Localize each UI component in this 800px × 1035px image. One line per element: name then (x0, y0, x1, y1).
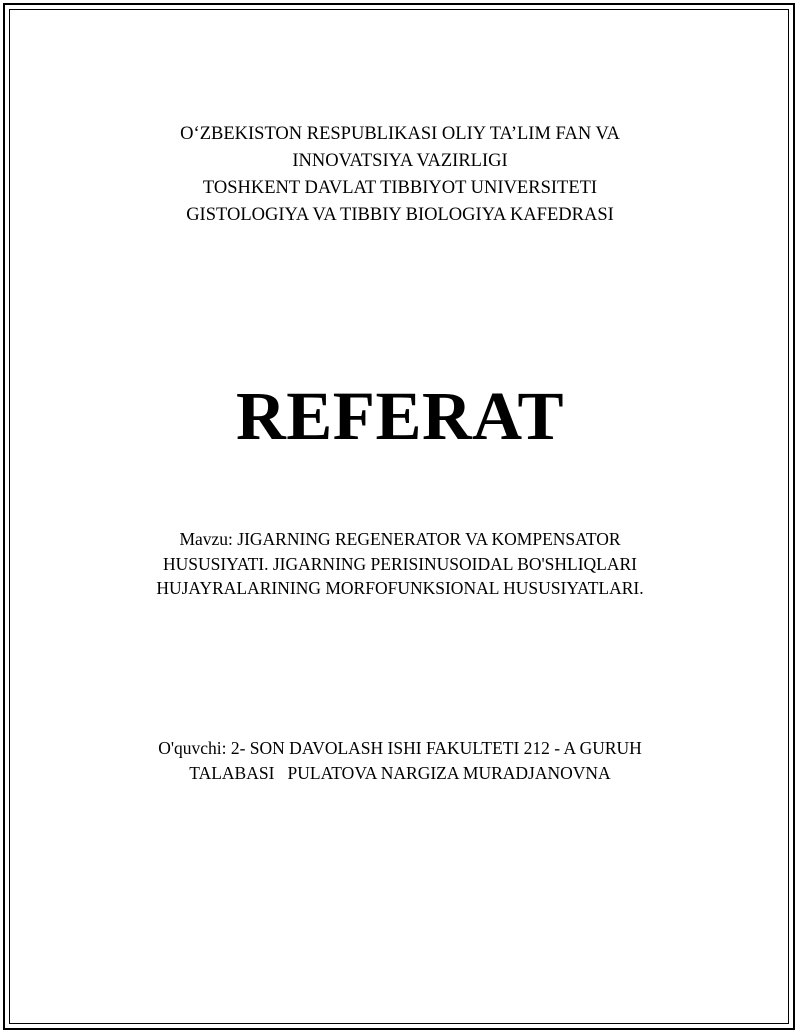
student-section (0, 736, 800, 785)
document-title: REFERAT (235, 378, 565, 454)
header-line: TOSHKENT DAVLAT TIBBIYOT UNIVERSITETI (202, 178, 598, 198)
institution-header (0, 121, 800, 229)
student-line: O'quvchi: 2- SON DAVOLASH ISHI FAKULTETI 212 - A GURUH (158, 738, 642, 758)
topic-line: Mavzu: JIGARNING REGENERATOR VA KOMPENSATOR (179, 529, 621, 549)
topic-line: HUSUSIYATI. JIGARNING PERISINUSOIDAL BO'SHLIQLARI (162, 553, 638, 574)
student-line: TALABASI PULATOVA NARGIZA MURADJANOVNA (189, 762, 611, 783)
topic-section (0, 527, 800, 601)
header-line: GISTOLOGIYA VA TIBBIY BIOLOGIYA KAFEDRASI (186, 205, 614, 225)
topic-line: HUJAYRALARINING MORFOFUNKSIONAL HUSUSIYATLARI. (156, 578, 644, 598)
header-line: INNOVATSIYA VAZIRLIGI (292, 151, 508, 171)
header-line: O‘ZBEKISTON RESPUBLIKASI OLIY TA’LIM FAN VA (180, 124, 620, 144)
